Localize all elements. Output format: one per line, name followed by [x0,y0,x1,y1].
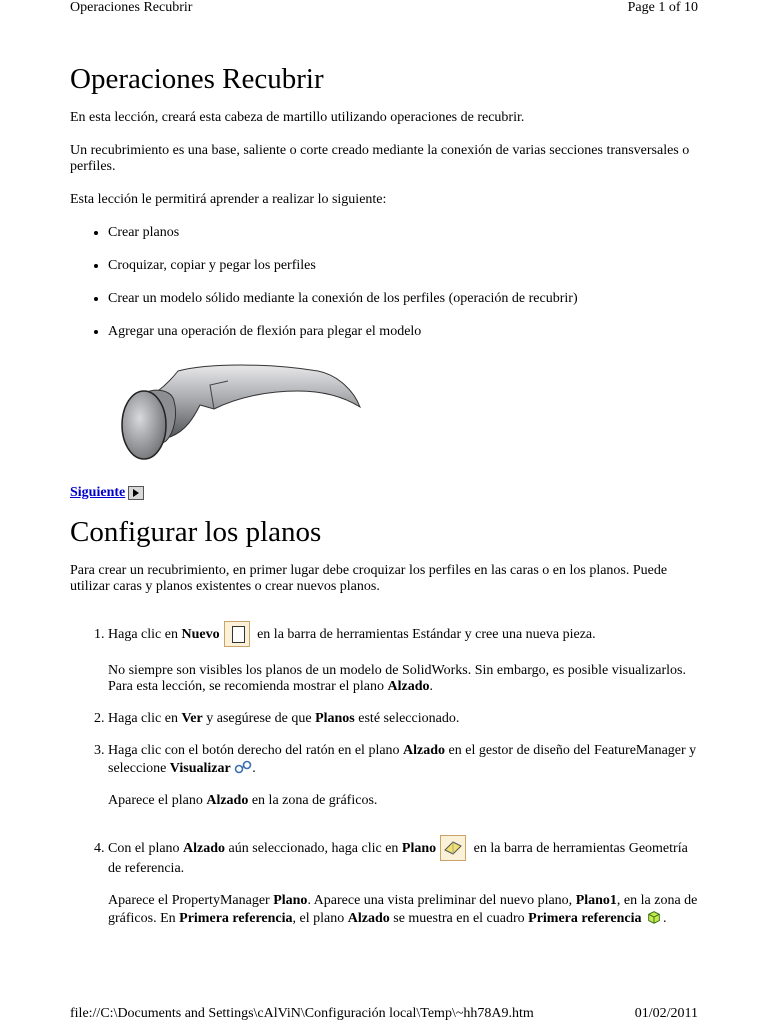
step-bold: Plano [401,841,437,856]
step-text: . [252,761,256,776]
step-bold: Alzado [206,793,249,808]
page-header [70,0,698,16]
step-bold: Primera referencia [528,911,642,926]
list-item: • Croquizar, copiar y pegar los perfiles [108,258,700,274]
step-text: en la barra de herramientas Geometría de referencia. [108,841,688,876]
next-arrow-icon[interactable] [128,486,144,500]
page-number: Page 1 of 10 [627,0,698,15]
step-bold: Primera referencia [179,911,293,926]
next-link[interactable]: Siguiente [70,485,126,500]
step-text: . [663,911,667,926]
footer-date: 01/02/2011 [634,1006,698,1021]
step-4 [108,835,700,927]
step-text: y asegúrese de que [202,711,316,726]
list-item: • Crear planos [108,225,700,241]
step-bold: Alzado [347,911,390,926]
learn-intro: Esta lección le permitirá aprender a realizar lo siguiente: [70,192,387,207]
step-text: en el gestor de diseño del FeatureManager y seleccione [108,743,697,776]
step-bold: Nuevo [181,627,220,642]
definition-paragraph: Un recubrimiento es una base, saliente o corte creado mediante la conexión de varias secciones transversales o perfiles. [70,143,690,174]
step-text: , en la zona de gráficos. En [108,893,698,926]
page-footer [70,1006,698,1022]
step-bold: Alzado [403,743,446,758]
header-title: Operaciones Recubrir [70,0,193,15]
section-title-configurar-planos: Configurar los planos [70,516,322,548]
hammer-head-illustration [118,357,362,465]
step-text: Con el plano [108,841,184,856]
intro-paragraph: En esta lección, creará esta cabeza de martillo utilizando operaciones de recubrir. [70,110,525,125]
step-bold: Planos [315,711,355,726]
step-bold: Plano [273,893,308,908]
step-text: se muestra en el cuadro [389,911,529,926]
step-note: Aparece el PropertyManager [108,893,274,908]
step-2 [108,711,700,727]
step-bold: Alzado [387,679,430,694]
plane-icon[interactable] [440,835,466,861]
step-bold: Visualizar [169,761,231,776]
next-row [70,485,700,501]
step-text: . [429,679,433,694]
step-bold: Alzado [183,841,226,856]
step-text: esté seleccionado. [354,711,460,726]
document-body [70,58,700,943]
step-bold: Plano1 [575,893,617,908]
step-text: en la zona de gráficos. [248,793,378,808]
section-title-operaciones-recubrir: Operaciones Recubrir [70,63,324,95]
step-text: aún seleccionado, haga clic en [225,841,402,856]
step-text: en la barra de herramientas Estándar y cree una nueva pieza. [253,627,596,642]
step-text: Haga clic en [108,627,182,642]
glasses-icon [234,759,252,775]
list-item: • Agregar una operación de flexión para plegar el modelo [108,324,700,340]
step-text: Haga clic con el botón derecho del ratón en el plano [108,743,404,758]
learning-goals-list [70,225,700,340]
section2-intro: Para crear un recubrimiento, en primer lugar debe croquizar los perfiles en las caras o en los planos. Puede utilizar caras y planos existentes o crear nuevos planos. [70,563,668,594]
step-text: Haga clic en [108,711,182,726]
step-note: Aparece el plano [108,793,207,808]
file-path: file://C:\Documents and Settings\cAlViN\Configuración local\Temp\~hh78A9.htm [70,1006,534,1021]
step-1 [108,621,700,695]
step-text: . Aparece una vista preliminar del nuevo plano, [307,893,576,908]
steps-list [70,621,700,927]
step-bold: Ver [181,711,203,726]
step-text: , el plano [292,911,348,926]
list-item: • Crear un modelo sólido mediante la conexión de los perfiles (operación de recubrir) [108,291,700,307]
step-3 [108,743,700,809]
step-note: No siempre son visibles los planos de un modelo de SolidWorks. Sin embargo, es posible visualizarlos. Para esta lección, se recomienda mostrar el plano [108,663,686,694]
reference-cube-icon [645,909,663,925]
new-document-icon[interactable] [224,621,250,647]
